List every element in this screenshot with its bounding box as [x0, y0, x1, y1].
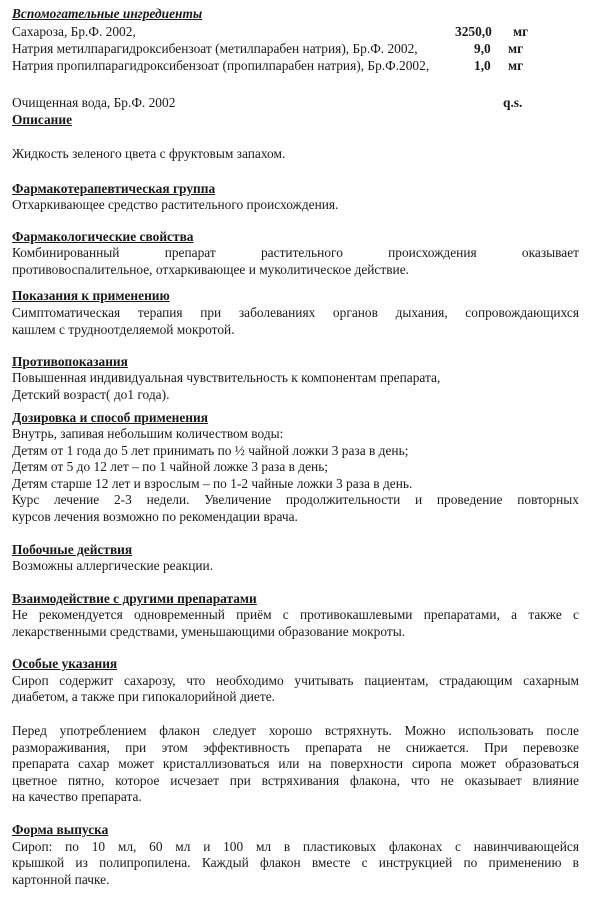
excipient-unit: мг — [513, 24, 529, 39]
excipient-amount: 9,0 — [474, 41, 491, 56]
excipient-unit: мг — [508, 41, 524, 56]
pharmacotherapeutic-heading: Фармакотерапевтическая группа — [12, 181, 216, 196]
indications-heading: Показания к применению — [12, 288, 170, 303]
contraindications-heading: Противопоказания — [12, 354, 128, 369]
special-para1-line: диабетом, а также при гипокалорийной диете. — [12, 689, 276, 704]
side-effects-text: Возможны аллергические реакции. — [12, 558, 214, 573]
excipients-heading: Вспомогательные ингредиенты — [12, 6, 203, 21]
interactions-line: лекарственными средствами, уменьшающими образование мокроты. — [12, 624, 406, 639]
water-amount: q.s. — [503, 95, 523, 110]
excipient-name: Натрия метилпарагидроксибензоат (метилпарабен натрия), Бр.Ф. 2002, — [12, 41, 418, 56]
form-line: картонной пачке. — [12, 872, 110, 887]
interactions-heading: Взаимодействие с другими препаратами — [12, 591, 257, 606]
special-para2-line: цветное пятно, которое исчезает при встряхивания флакона, что не оказывает влияние — [12, 773, 579, 788]
excipient-amount: 3250,0 — [455, 24, 492, 39]
dosage-line: курсов лечения возможно по рекомендации врача. — [12, 509, 298, 524]
dosage-line: Курс лечение 2-3 недели. Увеличение продолжительности и проведение повторных — [12, 492, 579, 507]
dosage-line: Детям от 5 до 12 лет – по 1 чайной ложке 3 раза в день; — [12, 459, 329, 474]
interactions-line: Не рекомендуется одновременный приём с противокашлевыми препаратами, а также с — [12, 607, 579, 622]
excipient-unit: мг — [508, 58, 524, 73]
properties-heading: Фармакологические свойства — [12, 229, 194, 244]
excipient-name: Натрия пропилпарагидроксибензоат (пропилпарабен натрия), Бр.Ф.2002, — [12, 58, 430, 73]
special-para1-line: Сироп содержит сахарозу, что необходимо учитывать пациентам, страдающим сахарным — [12, 673, 579, 688]
excipient-amount: 1,0 — [474, 58, 491, 73]
properties-line: противовоспалительное, отхаркивающее и муколитическое действие. — [12, 262, 410, 277]
special-para2-line: на качество препарата. — [12, 789, 142, 804]
dosage-heading: Дозировка и способ применения — [12, 410, 208, 425]
contraindications-line: Детский возраст( до1 года). — [12, 387, 170, 402]
water-name: Очищенная вода, Бр.Ф. 2002 — [12, 95, 176, 110]
special-para2-line: Перед употреблением флакон следует хорошо встряхнуть. Можно использовать после — [12, 723, 579, 738]
contraindications-line: Повышенная индивидуальная чувствительность к компонентам препарата, — [12, 370, 441, 385]
indications-line: Симптоматическая терапия при заболеваниях органов дыхания, сопровождающихся — [12, 305, 579, 320]
indications-line: кашлем с трудноотделяемой мокротой. — [12, 322, 235, 337]
pharmacotherapeutic-text: Отхаркивающее средство растительного происхождения. — [12, 197, 339, 212]
special-para2-line: размораживания, при этом эффективность препарата не снижается. При перевозке — [12, 740, 579, 755]
special-para2-line: препарата сахар может кристаллизоваться или на поверхности сиропа может образоваться — [12, 756, 579, 771]
special-heading: Особые указания — [12, 656, 118, 671]
dosage-line: Детям старше 12 лет и взрослым – по 1-2 чайные ложки 3 раза в день. — [12, 476, 413, 491]
form-line: крышкой из полипропилена. Каждый флакон вместе с инструкцией по применению в — [12, 855, 579, 870]
dosage-line: Детям от 1 года до 5 лет принимать по ½ чайной ложки 3 раза в день; — [12, 443, 409, 458]
excipient-name: Сахароза, Бр.Ф. 2002, — [12, 24, 136, 39]
description-text: Жидкость зеленого цвета с фруктовым запахом. — [12, 146, 286, 161]
dosage-line: Внутрь, запивая небольшим количеством воды: — [12, 426, 284, 441]
description-heading: Описание — [12, 112, 73, 127]
form-heading: Форма выпуска — [12, 822, 109, 837]
side-effects-heading: Побочные действия — [12, 542, 133, 557]
form-line: Сироп: по 10 мл, 60 мл и 100 мл в пластиковых флаконах с навинчивающейся — [12, 839, 579, 854]
properties-line: Комбинированный препарат растительного происхождения оказывает — [12, 245, 579, 260]
